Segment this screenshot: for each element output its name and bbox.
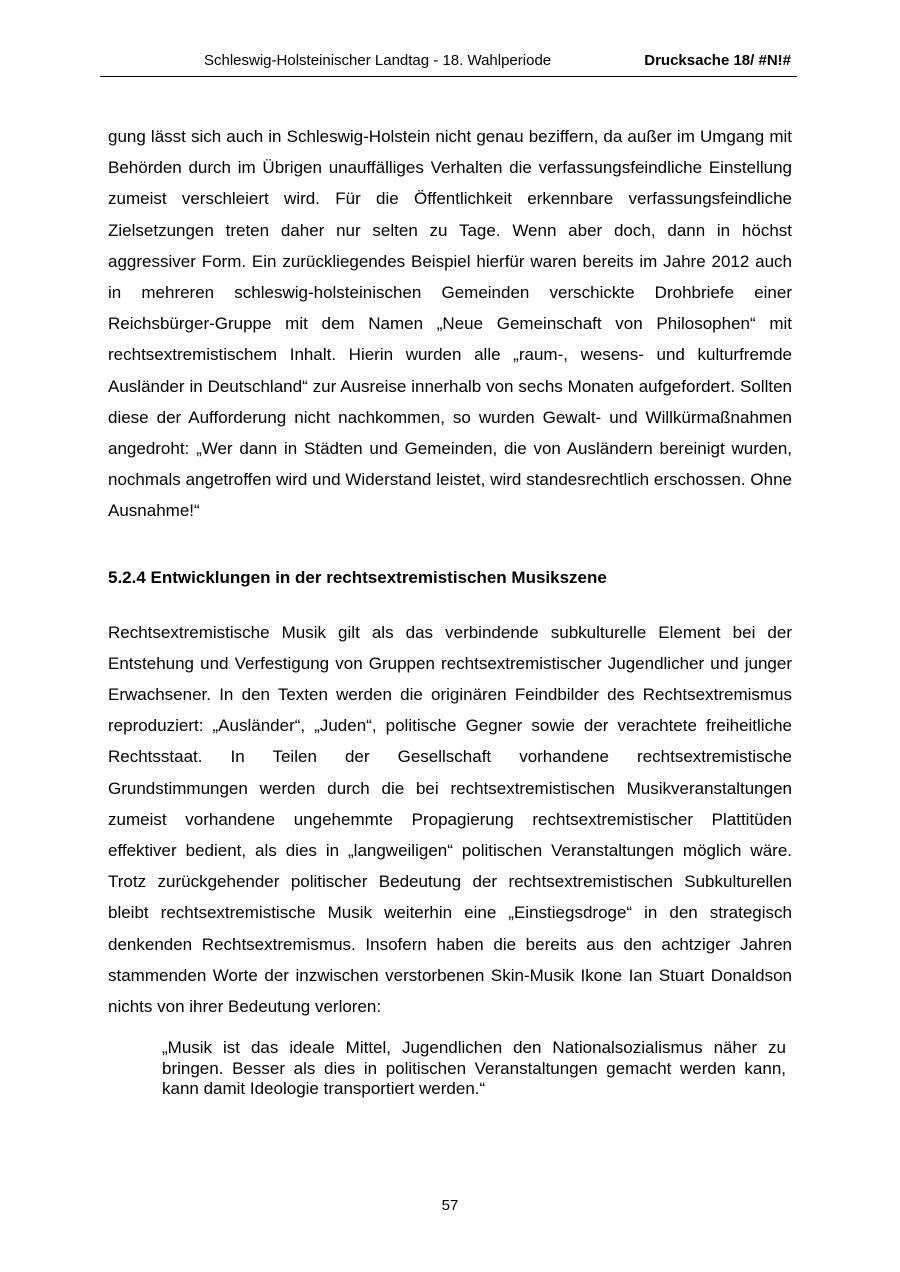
- block-quote: „Musik ist das ideale Mittel, Jugendlichen den Nationalsozialismus näher zu bringen. Besser als dies in politischen Veranstaltungen gemacht werden kann, kann damit Ideologie transportiert werden.“: [162, 1038, 786, 1099]
- document-number: Drucksache 18/ #N!#: [644, 52, 791, 69]
- page-number: 57: [441, 1197, 459, 1214]
- body-paragraph: Rechtsextremistische Musik gilt als das verbindende subkulturelle Element bei der Entstehung und Verfestigung von Gruppen rechtsextremistischer Jugendlicher und junger Erwachsener. In den Texten werden die originären Feindbilder des Rechtsextremismus reproduziert: „Ausländer“, „Juden“, politische Gegner sowie der verachtete freiheitliche Rechtsstaat. In Teilen der Gesellschaft vorhandene rechtsextremistische Grundstimmungen werden durch die bei rechtsextremistischen Musikveranstaltungen zumeist vorhandene ungehemmte Propagierung rechtsextremistischer Plattitüden effektiver bedient, als dies in „langweiligen“ politischen Veranstaltungen möglich wäre. Trotz zurückgehender politischer Bedeutung der rechtsextremistischen Subkulturellen bleibt rechtsextremistische Musik weiterhin eine „Einstiegsdroge“ in den strategisch denkenden Rechtsextremismus. Insofern haben die bereits aus den achtziger Jahren stammenden Worte der inzwischen verstorbenen Skin-Musik Ikone Ian Stuart Donaldson nichts von ihrer Bedeutung verloren:: [108, 622, 792, 1017]
- body-paragraph: gung lässt sich auch in Schleswig-Holstein nicht genau beziffern, da außer im Umgang mit Behörden durch im Übrigen unauffälliges Verhalten die verfassungsfeindliche Einstellung zumeist verschleiert wird. Für die Öffentlichkeit erkennbare verfassungsfeindliche Zielsetzungen treten daher nur selten zu Tage. Wenn aber doch, dann in höchst aggressiver Form. Ein zurückliegendes Beispiel hierfür waren bereits im Jahre 2012 auch in mehreren schleswig-holsteinischen Gemeinden verschickte Drohbriefe einer Reichsbürger-Gruppe mit dem Namen „Neue Gemeinschaft von Philosophen“ mit rechtsextremistischem Inhalt. Hierin wurden alle „raum-, wesens- und kulturfremde Ausländer in Deutschland“ zur Ausreise innerhalb von sechs Monaten aufgefordert. Sollten diese der Aufforderung nicht nachkommen, so wurden Gewalt- und Willkürmaßnahmen angedroht: „Wer dann in Städten und Gemeinden, die von Ausländern bereinigt wurden, nochmals angetroffen wird und Widerstand leistet, wird standesrechtlich erschossen. Ohne Ausnahme!“: [108, 127, 792, 521]
- page-header: [100, 50, 797, 77]
- document-body: [108, 121, 792, 1100]
- header-title: Schleswig-Holsteinischer Landtag - 18. Wahlperiode: [204, 52, 552, 69]
- section-heading: 5.2.4 Entwicklungen in der rechtsextremistischen Musikszene: [108, 567, 607, 587]
